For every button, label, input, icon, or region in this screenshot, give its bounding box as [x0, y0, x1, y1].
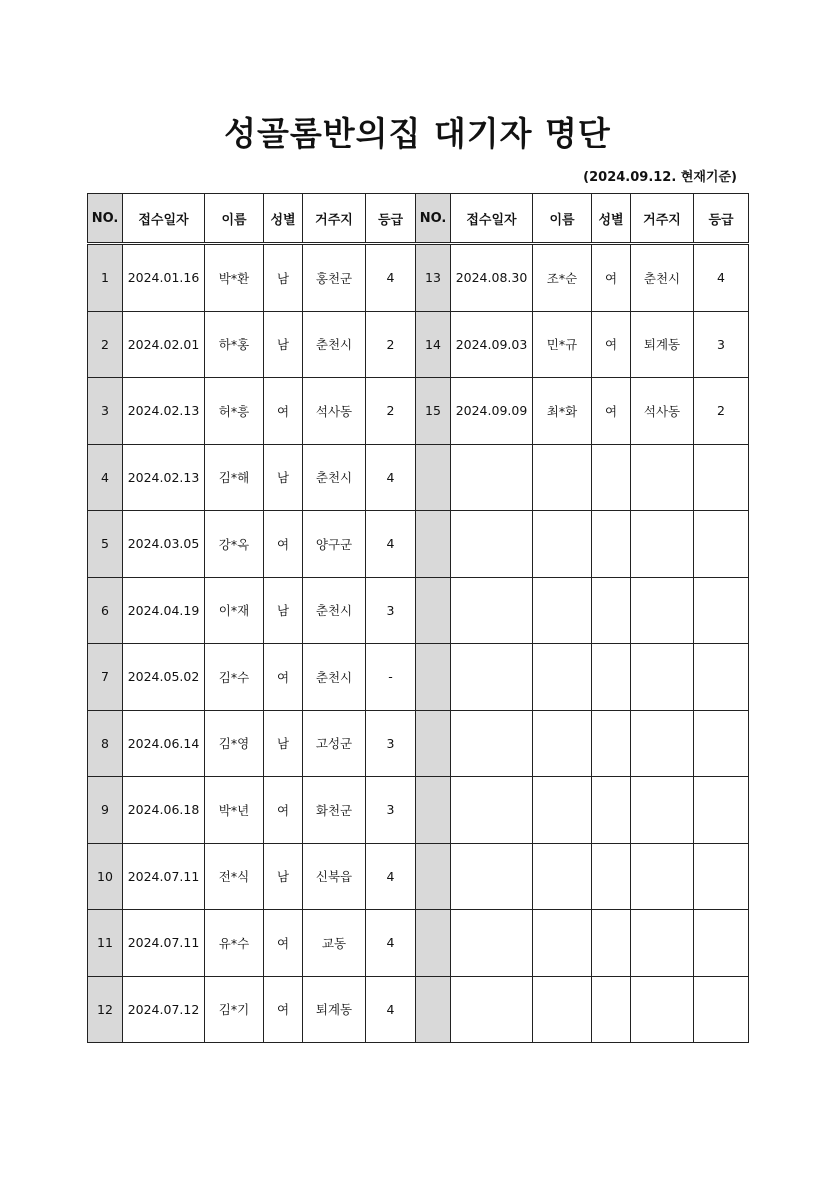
cell-name	[533, 644, 592, 711]
cell-date: 2024.09.09	[451, 378, 533, 445]
cell-residence: 퇴계동	[303, 976, 366, 1043]
cell-name: 허*흥	[205, 378, 264, 445]
cell-grade: 4	[366, 511, 416, 578]
cell-gender: 남	[264, 244, 303, 312]
cell-date: 2024.07.12	[123, 976, 205, 1043]
cell-grade: -	[366, 644, 416, 711]
waitlist-table	[87, 193, 749, 1043]
cell-date: 2024.01.16	[123, 244, 205, 312]
cell-gender	[592, 511, 631, 578]
cell-no: 4	[88, 444, 123, 511]
cell-residence	[631, 644, 694, 711]
cell-date: 2024.08.30	[451, 244, 533, 312]
cell-residence: 양구군	[303, 511, 366, 578]
cell-residence: 화천군	[303, 777, 366, 844]
cell-gender: 남	[264, 843, 303, 910]
cell-grade: 4	[366, 976, 416, 1043]
table-row	[88, 644, 749, 711]
cell-no	[416, 777, 451, 844]
cell-date: 2024.02.13	[123, 378, 205, 445]
cell-gender	[592, 577, 631, 644]
cell-date	[451, 910, 533, 977]
cell-grade	[694, 710, 749, 777]
cell-no: 11	[88, 910, 123, 977]
cell-date: 2024.06.14	[123, 710, 205, 777]
cell-name: 박*환	[205, 244, 264, 312]
cell-grade: 2	[366, 378, 416, 445]
cell-name: 김*해	[205, 444, 264, 511]
cell-date	[451, 777, 533, 844]
cell-grade	[694, 910, 749, 977]
cell-date: 2024.07.11	[123, 843, 205, 910]
cell-name: 강*옥	[205, 511, 264, 578]
cell-residence	[631, 444, 694, 511]
header-row	[88, 194, 749, 244]
cell-no: 8	[88, 710, 123, 777]
cell-name	[533, 843, 592, 910]
cell-name	[533, 976, 592, 1043]
cell-no: 13	[416, 244, 451, 312]
cell-grade: 3	[366, 777, 416, 844]
header-grade-right: 등급	[694, 194, 749, 244]
cell-name	[533, 777, 592, 844]
cell-grade: 4	[366, 910, 416, 977]
header-gender-right: 성별	[592, 194, 631, 244]
cell-grade	[694, 976, 749, 1043]
cell-residence: 고성군	[303, 710, 366, 777]
cell-grade	[694, 843, 749, 910]
table-row	[88, 378, 749, 445]
cell-gender: 남	[264, 444, 303, 511]
header-residence-right: 거주지	[631, 194, 694, 244]
cell-grade: 3	[694, 311, 749, 378]
cell-date: 2024.02.13	[123, 444, 205, 511]
cell-name: 이*재	[205, 577, 264, 644]
cell-grade	[694, 577, 749, 644]
table-row	[88, 244, 749, 312]
cell-no	[416, 843, 451, 910]
cell-no	[416, 644, 451, 711]
cell-residence	[631, 710, 694, 777]
cell-name	[533, 710, 592, 777]
cell-residence: 춘천시	[631, 244, 694, 312]
cell-no: 7	[88, 644, 123, 711]
cell-date: 2024.06.18	[123, 777, 205, 844]
cell-gender: 남	[264, 710, 303, 777]
cell-name: 민*규	[533, 311, 592, 378]
cell-date: 2024.03.05	[123, 511, 205, 578]
table-row	[88, 910, 749, 977]
cell-name	[533, 444, 592, 511]
cell-gender: 여	[264, 644, 303, 711]
cell-name: 최*화	[533, 378, 592, 445]
cell-grade: 3	[366, 710, 416, 777]
page-title: 성골롬반의집 대기자 명단	[224, 114, 611, 153]
cell-grade: 2	[366, 311, 416, 378]
cell-grade	[694, 644, 749, 711]
cell-name	[533, 577, 592, 644]
cell-name: 박*년	[205, 777, 264, 844]
header-grade-left: 등급	[366, 194, 416, 244]
cell-gender: 여	[264, 777, 303, 844]
cell-name: 김*수	[205, 644, 264, 711]
cell-date: 2024.02.01	[123, 311, 205, 378]
cell-gender	[592, 777, 631, 844]
table-row	[88, 976, 749, 1043]
cell-date: 2024.05.02	[123, 644, 205, 711]
table-row	[88, 444, 749, 511]
cell-date	[451, 644, 533, 711]
cell-date: 2024.04.19	[123, 577, 205, 644]
cell-residence: 춘천시	[303, 311, 366, 378]
as-of-date: (2024.09.12. 현재기준)	[583, 170, 737, 185]
cell-date: 2024.07.11	[123, 910, 205, 977]
cell-no: 3	[88, 378, 123, 445]
cell-grade: 4	[366, 244, 416, 312]
table-row	[88, 777, 749, 844]
header-name-left: 이름	[205, 194, 264, 244]
cell-name	[533, 511, 592, 578]
cell-residence: 석사동	[631, 378, 694, 445]
cell-grade: 4	[694, 244, 749, 312]
header-residence-left: 거주지	[303, 194, 366, 244]
cell-grade	[694, 444, 749, 511]
cell-residence	[631, 511, 694, 578]
cell-gender: 여	[592, 311, 631, 378]
cell-grade	[694, 511, 749, 578]
header-gender-left: 성별	[264, 194, 303, 244]
cell-no: 10	[88, 843, 123, 910]
cell-grade: 2	[694, 378, 749, 445]
cell-gender	[592, 710, 631, 777]
cell-gender: 여	[264, 511, 303, 578]
cell-residence: 교동	[303, 910, 366, 977]
header-date-left: 접수일자	[123, 194, 205, 244]
table-row	[88, 577, 749, 644]
cell-residence: 퇴계동	[631, 311, 694, 378]
header-no-left: NO.	[88, 194, 123, 244]
table-row	[88, 311, 749, 378]
cell-date	[451, 843, 533, 910]
cell-residence: 석사동	[303, 378, 366, 445]
cell-no	[416, 710, 451, 777]
cell-residence: 신북읍	[303, 843, 366, 910]
cell-residence	[631, 910, 694, 977]
cell-residence: 춘천시	[303, 577, 366, 644]
cell-no	[416, 511, 451, 578]
cell-gender: 여	[264, 378, 303, 445]
cell-gender	[592, 976, 631, 1043]
cell-name: 전*식	[205, 843, 264, 910]
cell-no: 6	[88, 577, 123, 644]
cell-gender	[592, 910, 631, 977]
cell-gender	[592, 444, 631, 511]
cell-grade: 3	[366, 577, 416, 644]
cell-date	[451, 444, 533, 511]
cell-name: 김*영	[205, 710, 264, 777]
cell-grade: 4	[366, 444, 416, 511]
cell-gender: 남	[264, 577, 303, 644]
cell-gender: 여	[264, 910, 303, 977]
cell-residence	[631, 843, 694, 910]
cell-date	[451, 577, 533, 644]
cell-date	[451, 710, 533, 777]
cell-no: 14	[416, 311, 451, 378]
cell-name: 유*수	[205, 910, 264, 977]
cell-name	[533, 910, 592, 977]
cell-name: 하*홍	[205, 311, 264, 378]
header-name-right: 이름	[533, 194, 592, 244]
table-row	[88, 843, 749, 910]
cell-no: 1	[88, 244, 123, 312]
cell-no	[416, 444, 451, 511]
cell-residence	[631, 577, 694, 644]
cell-no: 5	[88, 511, 123, 578]
cell-date	[451, 976, 533, 1043]
cell-no: 2	[88, 311, 123, 378]
cell-no	[416, 976, 451, 1043]
cell-gender: 여	[592, 244, 631, 312]
table-body	[88, 244, 749, 1043]
cell-no: 9	[88, 777, 123, 844]
cell-date	[451, 511, 533, 578]
cell-no	[416, 910, 451, 977]
cell-residence: 춘천시	[303, 444, 366, 511]
cell-residence: 홍천군	[303, 244, 366, 312]
cell-no: 12	[88, 976, 123, 1043]
cell-name: 김*기	[205, 976, 264, 1043]
cell-no: 15	[416, 378, 451, 445]
cell-residence	[631, 777, 694, 844]
header-date-right: 접수일자	[451, 194, 533, 244]
cell-gender: 여	[592, 378, 631, 445]
table-row	[88, 511, 749, 578]
table-header	[88, 194, 749, 244]
cell-residence: 춘천시	[303, 644, 366, 711]
cell-residence	[631, 976, 694, 1043]
cell-date: 2024.09.03	[451, 311, 533, 378]
cell-gender: 남	[264, 311, 303, 378]
header-no-right: NO.	[416, 194, 451, 244]
cell-name: 조*순	[533, 244, 592, 312]
cell-gender: 여	[264, 976, 303, 1043]
cell-grade: 4	[366, 843, 416, 910]
cell-no	[416, 577, 451, 644]
cell-gender	[592, 644, 631, 711]
cell-grade	[694, 777, 749, 844]
cell-gender	[592, 843, 631, 910]
table-row	[88, 710, 749, 777]
